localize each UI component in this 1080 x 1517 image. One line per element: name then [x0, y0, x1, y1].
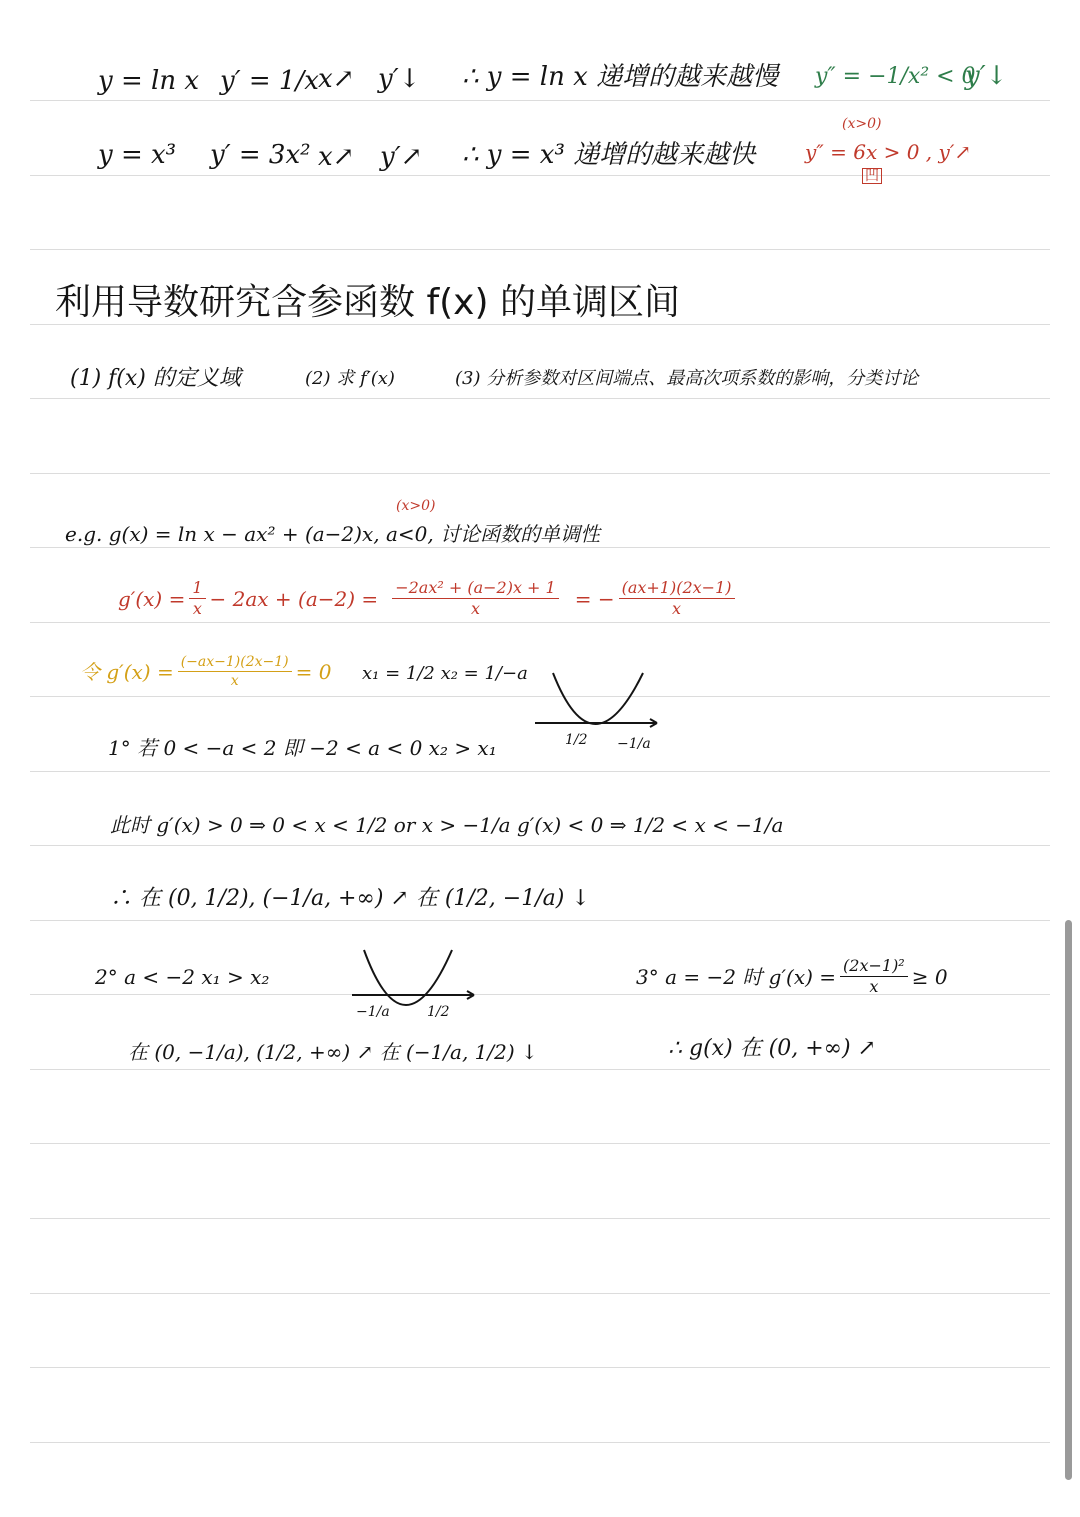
row2-function: y = x³ [98, 140, 177, 170]
case2-condition: 2° a < −2 x₁ > x₂ [95, 965, 270, 989]
fraction-denominator: x [672, 599, 682, 618]
rule-line [30, 249, 1050, 250]
step-1: (1) f(x) 的定义域 [70, 366, 241, 391]
case3-fraction [840, 958, 908, 995]
rule-line [30, 1293, 1050, 1294]
set-zero-label: 令 g′(x) = [80, 659, 174, 684]
example-problem: e.g. g(x) = ln x − ax² + (a−2)x, a<0, 讨论函数的单调性 [65, 522, 601, 546]
derivative-lhs: g′(x) = [118, 586, 186, 611]
fraction-numerator: 1 [189, 580, 205, 599]
fraction-numerator: (ax+1)(2x−1) [619, 580, 735, 599]
set-zero-fraction [178, 655, 292, 688]
set-zero-equals: = 0 [295, 659, 332, 684]
rule-line [30, 100, 1050, 101]
fraction-numerator: (2x−1)² [840, 958, 908, 977]
rule-line [30, 324, 1050, 325]
derivative-expression [118, 580, 739, 617]
rule-line [30, 920, 1050, 921]
rule-line [30, 1367, 1050, 1368]
rule-line [30, 175, 1050, 176]
case2-result: 在 (0, −1/a), (1/2, +∞) ↗ 在 (−1/a, 1/2) ↓ [128, 1040, 538, 1064]
rule-line [30, 1069, 1050, 1070]
row1-dy-trend: y′↓ [378, 64, 421, 94]
step-2: (2) 求 f′(x) [305, 368, 395, 389]
row1-second-derivative: y″ = −1/x² < 0 [815, 64, 976, 89]
row2-concave-mark: 凹 [862, 168, 882, 184]
parabola-graph-case2 [352, 945, 482, 1035]
row2-conclusion: ∴ y = x³ 递增的越来越快 [462, 140, 756, 170]
rule-line [30, 547, 1050, 548]
row1-derivative: y′ = 1/x [220, 66, 319, 96]
case1-condition: 1° 若 0 < −a < 2 即 −2 < a < 0 x₂ > x₁ [108, 736, 497, 760]
row2-dy-trend: y′↗ [380, 142, 423, 172]
case1-result: ∴ 在 (0, 1/2), (−1/a, +∞) ↗ 在 (1/2, −1/a) ↓ [110, 886, 590, 911]
case3-nonnegative: ≥ 0 [911, 964, 948, 989]
vertical-scrollbar[interactable] [1065, 920, 1072, 1480]
case3-expression [636, 958, 948, 995]
rule-line [30, 1143, 1050, 1144]
graph2-root-right: 1/2 [427, 1004, 450, 1020]
row1-conclusion: ∴ y = ln x 递增的越来越慢 [462, 62, 779, 92]
derivative-equals: = − [574, 586, 615, 611]
section-heading: 利用导数研究含参函数 f(x) 的单调区间 [55, 282, 680, 323]
rule-line [30, 771, 1050, 772]
row2-second-derivative: y″ = 6x > 0 , y′↗ [805, 140, 972, 164]
step-3: (3) 分析参数对区间端点、最高次项系数的影响，分类讨论 [455, 368, 919, 389]
rule-line [30, 398, 1050, 399]
row2-domain-note: (x>0) [842, 116, 882, 132]
fraction-denominator: x [869, 977, 879, 996]
rule-line [30, 473, 1050, 474]
graph1-root-left: 1/2 [565, 732, 588, 748]
derivative-fraction-2 [619, 580, 735, 617]
roots: x₁ = 1/2 x₂ = 1/−a [362, 663, 528, 684]
rule-line [30, 622, 1050, 623]
fraction-numerator: −2ax² + (a−2)x + 1 [392, 580, 559, 599]
row2-derivative: y′ = 3x² [210, 140, 311, 170]
row1-x-trend: x↗ [318, 64, 355, 94]
fraction-denominator: x [192, 599, 202, 618]
rule-line [30, 1442, 1050, 1443]
fraction-one-over-x [189, 580, 205, 617]
rule-line [30, 845, 1050, 846]
fraction-numerator: (−ax−1)(2x−1) [178, 655, 292, 672]
fraction-denominator: x [230, 673, 239, 689]
graph1-root-right: −1/a [617, 736, 651, 752]
fraction-denominator: x [470, 599, 480, 618]
set-zero-expression [80, 655, 331, 688]
graph2-root-left: −1/a [356, 1004, 390, 1020]
case1-sign-analysis: 此时 g′(x) > 0 ⇒ 0 < x < 1/2 or x > −1/a g′(x) < 0 ⇒ 1/2 < x < −1/a [110, 813, 784, 837]
case3-label: 3° a = −2 时 g′(x) = [636, 964, 837, 989]
derivative-fraction-1 [392, 580, 559, 617]
case3-result: ∴ g(x) 在 (0, +∞) ↗ [668, 1036, 876, 1061]
row2-x-trend: x↗ [318, 142, 355, 172]
row1-function: y = ln x [98, 66, 199, 96]
example-domain-note: (x>0) [396, 498, 436, 514]
rule-line [30, 1218, 1050, 1219]
derivative-middle: − 2ax + (a−2) = [209, 586, 379, 611]
row1-second-trend: y′↓ [965, 61, 1008, 91]
